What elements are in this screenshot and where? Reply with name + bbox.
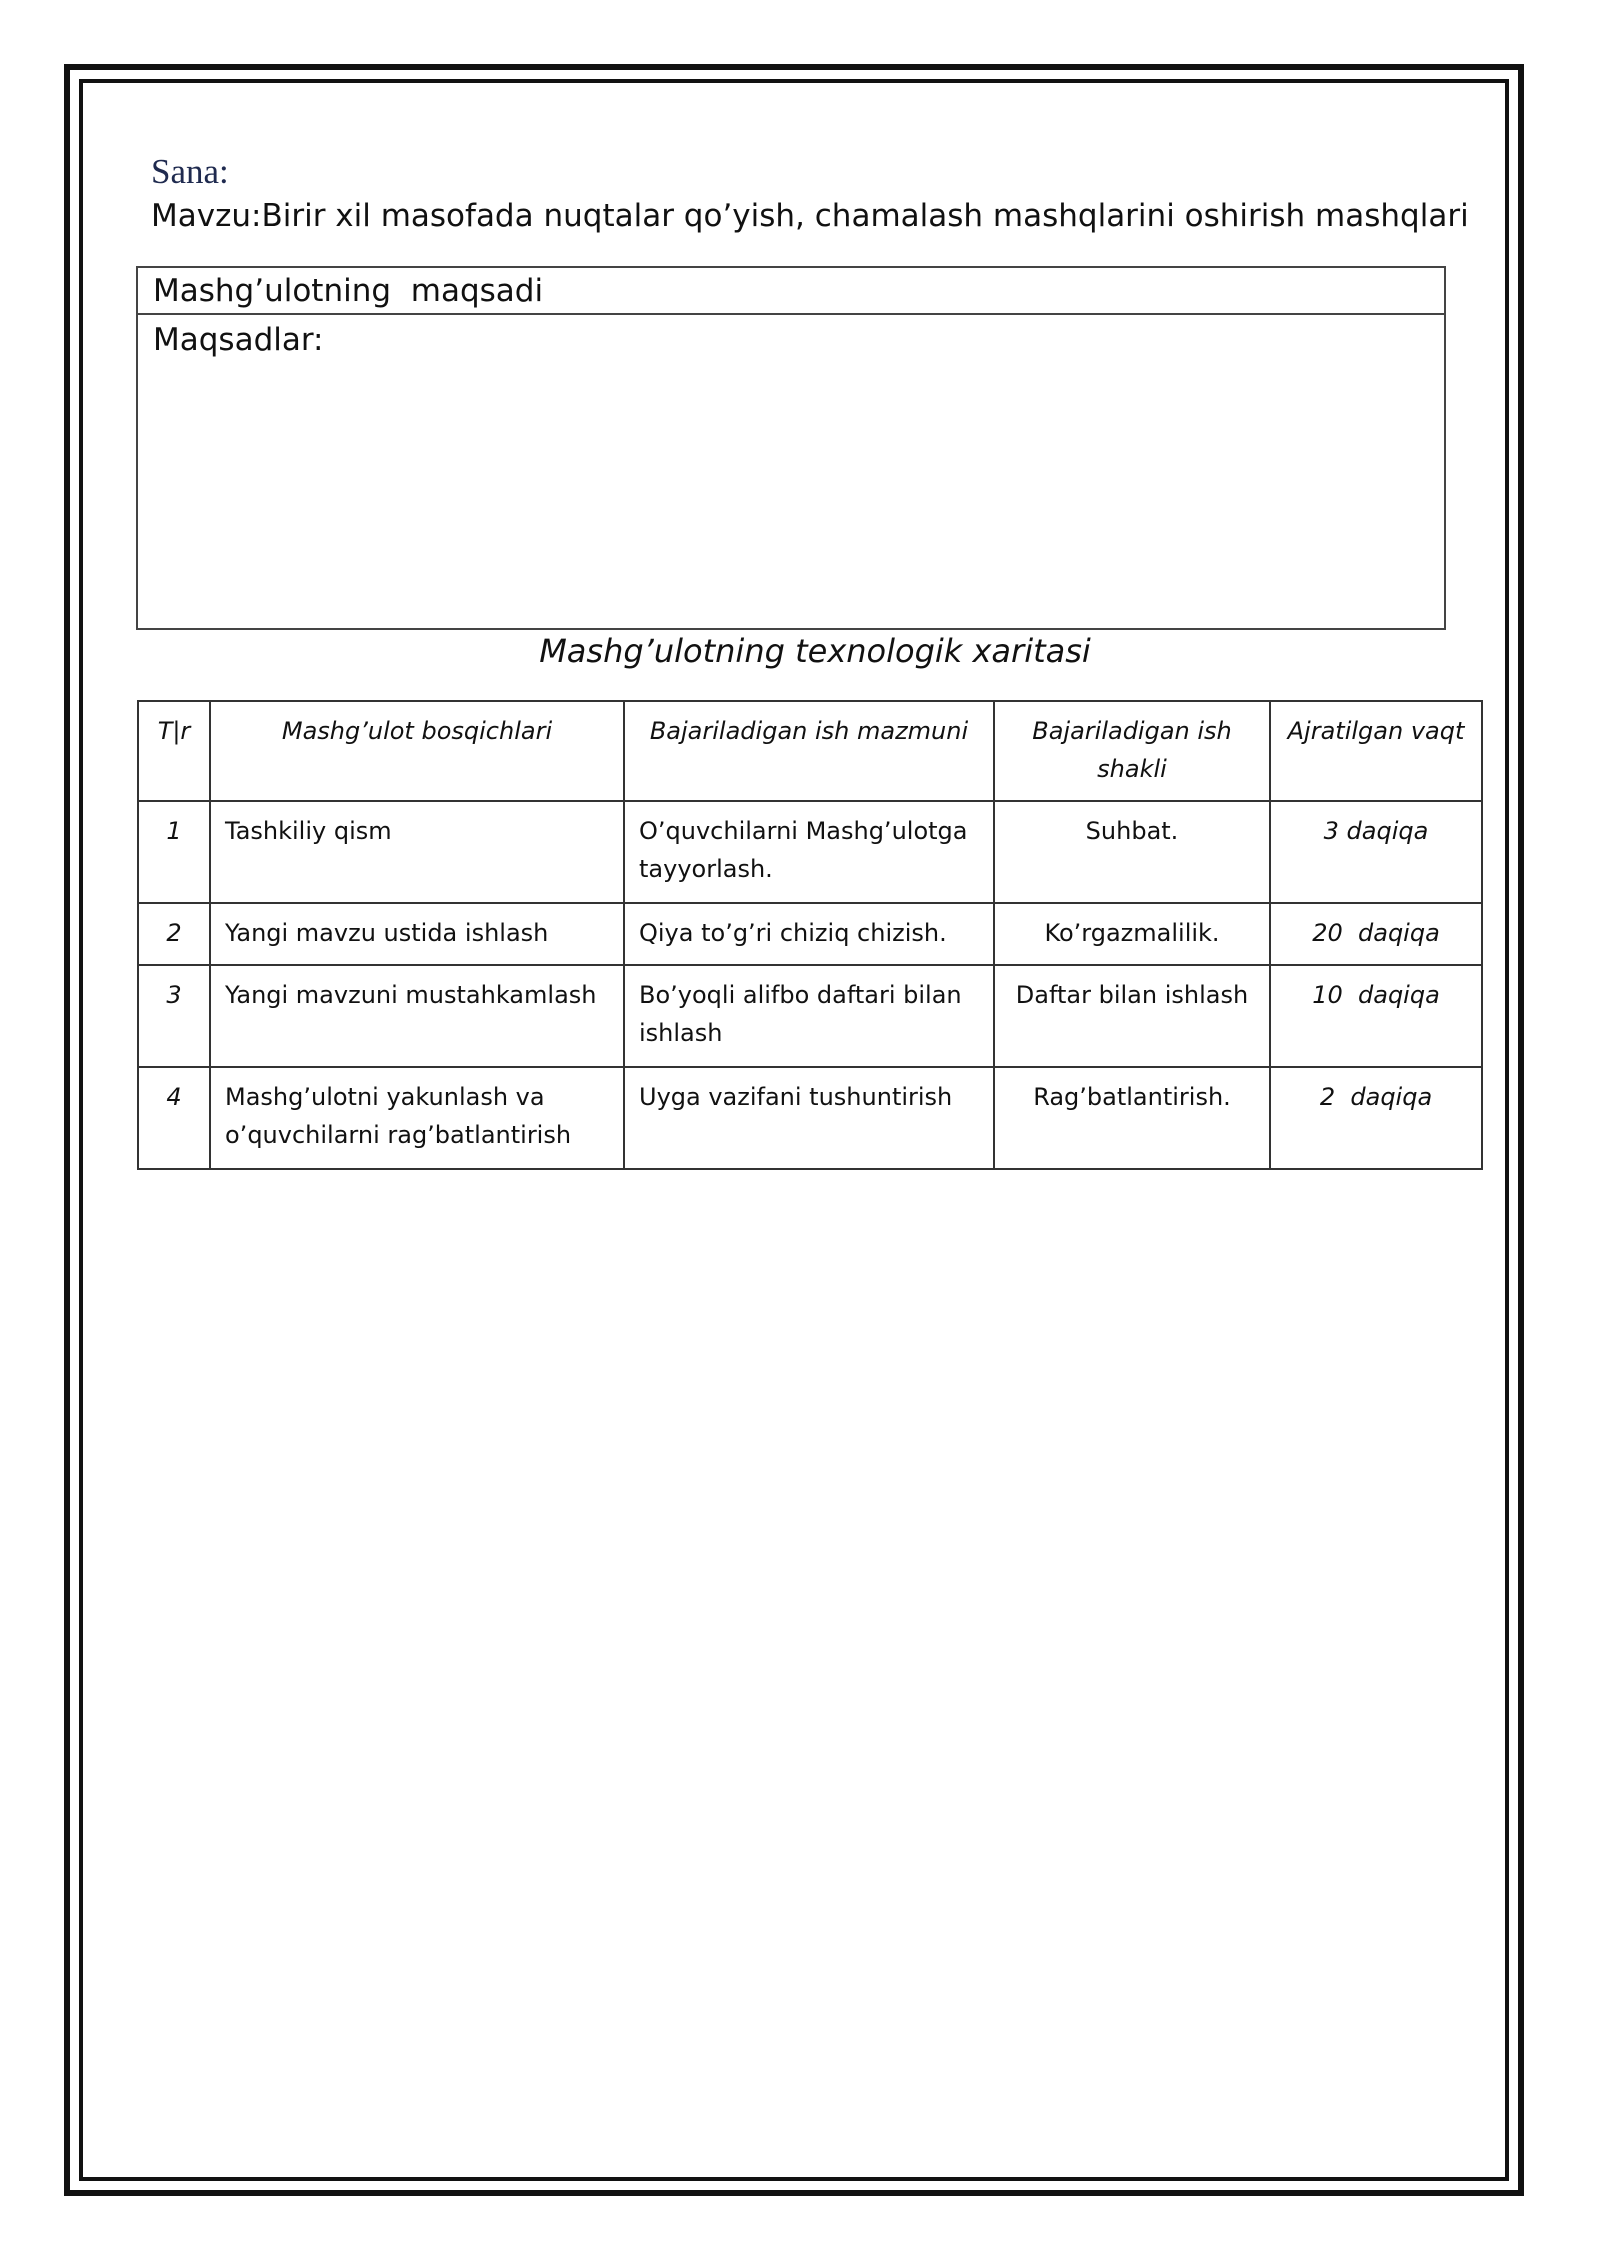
row-stage: Tashkiliy qism <box>210 801 624 903</box>
row-form: Ko’rgazmalilik. <box>994 903 1270 965</box>
date-label: Sana: <box>151 152 229 191</box>
row-time: 20 daqiqa <box>1270 903 1482 965</box>
table-row <box>138 1067 1482 1169</box>
row-form: Daftar bilan ishlash <box>994 965 1270 1067</box>
row-number: 2 <box>138 903 210 965</box>
row-number: 3 <box>138 965 210 1067</box>
row-content: Bo’yoqli alifbo daftari bilan ishlash <box>624 965 994 1067</box>
table-row <box>138 801 1482 903</box>
header-num: T|r <box>138 701 210 801</box>
row-number: 1 <box>138 801 210 903</box>
row-content: Uyga vazifani tushuntirish <box>624 1067 994 1169</box>
technology-map-table <box>137 700 1483 1170</box>
table-row <box>138 965 1482 1067</box>
table-header-row <box>138 701 1482 801</box>
row-time: 10 daqiqa <box>1270 965 1482 1067</box>
row-stage: Yangi mavzuni mustahkamlash <box>210 965 624 1067</box>
goal-box <box>136 266 1446 630</box>
row-content: Qiya to’g’ri chiziq chizish. <box>624 903 994 965</box>
row-stage: Yangi mavzu ustida ishlash <box>210 903 624 965</box>
table-title: Mashg’ulotning texnologik xaritasi <box>539 632 1091 670</box>
row-form: Suhbat. <box>994 801 1270 903</box>
table-row <box>138 903 1482 965</box>
row-time: 3 daqiqa <box>1270 801 1482 903</box>
row-content: O’quvchilarni Mashg’ulotga tayyorlash. <box>624 801 994 903</box>
header-time: Ajratilgan vaqt <box>1270 701 1482 801</box>
header-stage: Mashg’ulot bosqichlari <box>210 701 624 801</box>
row-stage: Mashg’ulotni yakunlash va o’quvchilarni rag’batlantirish <box>210 1067 624 1169</box>
row-number: 4 <box>138 1067 210 1169</box>
goal-heading: Mashg’ulotning maqsadi <box>138 268 1444 315</box>
row-form: Rag’batlantirish. <box>994 1067 1270 1169</box>
topic-line: Mavzu:Birir xil masofada nuqtalar qo’yish, chamalash mashqlarini oshirish mashqlari <box>151 198 1469 234</box>
header-content: Bajariladigan ish mazmuni <box>624 701 994 801</box>
row-time: 2 daqiqa <box>1270 1067 1482 1169</box>
header-form: Bajariladigan ish shakli <box>994 701 1270 801</box>
goals-label: Maqsadlar: <box>153 322 324 358</box>
